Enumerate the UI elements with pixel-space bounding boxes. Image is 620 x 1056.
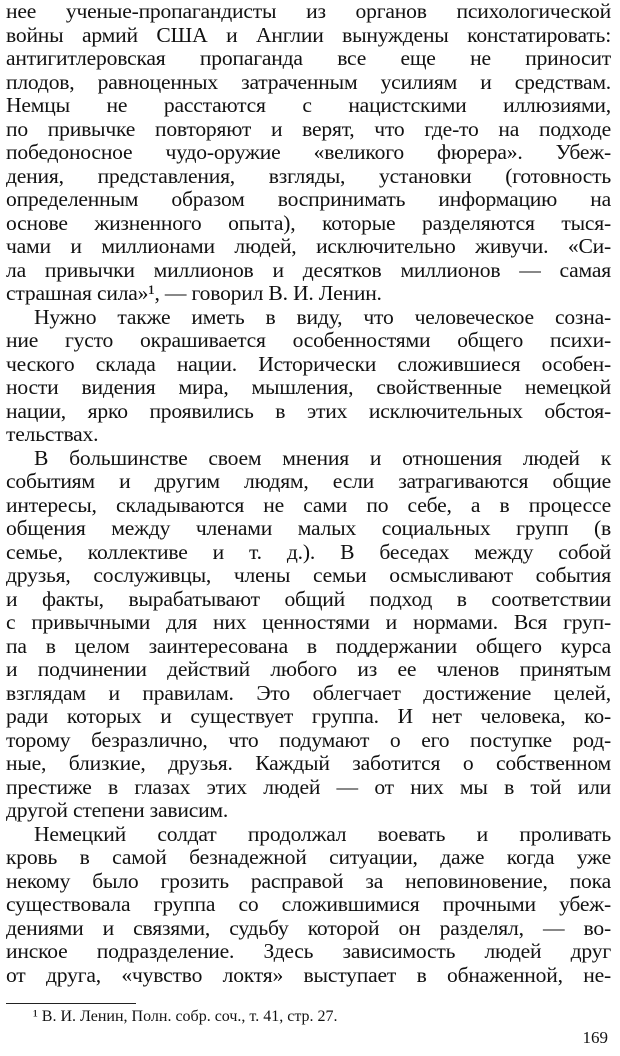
page-number: 169 (582, 1028, 608, 1047)
text-line: семье, коллективе и т. д.). В беседах между собой (6, 539, 611, 564)
text-line: победоносное чудо-оружие «великого фюрера». Убеж- (6, 140, 611, 164)
text-line: с привычными для них ценностями и нормами. Вся груп- (6, 610, 611, 634)
text-line: антигитлеровская пропаганда все еще не приносит (6, 46, 611, 70)
footnote: ¹ В. И. Ленин, Полн. собр. соч., т. 41, стр. 27. (33, 1008, 338, 1025)
text-line: па в целом заинтересована в поддержании общего курса (6, 633, 611, 658)
text-line: торому безразлично, что подумают о его поступке род- (6, 727, 611, 752)
text-line: чами и миллионами людей, исключительно живучи. «Си- (6, 234, 611, 258)
text-line: другой степени зависим. (6, 798, 229, 822)
text-line: ла привычки миллионов и десятков миллионов — самая (6, 257, 611, 282)
footnote-divider (6, 1003, 136, 1004)
text-line: друзья, сослуживцы, члены семьи осмысливают события (6, 563, 611, 587)
text-line: Нужно также иметь в виду, что человеческое созна- (34, 304, 611, 329)
text-line: по привычке повторяют и верят, что где-то на подходе (6, 116, 611, 141)
text-line: взглядам и правилам. Это облегчает достижение целей, (6, 680, 611, 705)
text-line: ности видения мира, мышления, свойственные немецкой (6, 375, 611, 399)
text-line: дения, представления, взгляды, установки (готовность (6, 163, 611, 188)
text-line: тельствах. (6, 422, 99, 446)
text-line: интересы, складываются не сами по себе, а в процессе (6, 492, 611, 517)
text-line: общения между членами малых социальных групп (в (6, 516, 611, 540)
text-line: дениями и связями, судьбу которой он разделял, — во- (6, 915, 611, 940)
text-line: определенным образом воспринимать информацию на (6, 187, 611, 211)
text-line: событиям и другим людям, если затрагиваются общие (6, 469, 611, 493)
text-line: инское подразделение. Здесь зависимость людей друг (6, 939, 611, 963)
text-line: и факты, вырабатывают общий подход в соответствии (6, 586, 611, 611)
text-line: существовала группа со сложившимися прочными убеж- (6, 892, 611, 916)
text-line: ческого склада нации. Исторически сложившиеся особен- (6, 351, 611, 376)
text-line: нации, ярко проявились в этих исключительных обстоя- (6, 398, 611, 423)
text-line: В большинстве своем мнения и отношения людей к (34, 445, 611, 470)
text-line: некому было грозить расправой за неповиновение, пока (6, 868, 611, 893)
text-line: страшная сила»¹, — говорил В. И. Ленин. (6, 281, 382, 305)
text-line: престиже в глазах этих людей — от них мы в той или (6, 774, 611, 799)
text-line: плодов, равноценных затраченным усилиям и средствам. (6, 69, 611, 94)
text-line: Немцы не расстаются с нацистскими иллюзиями, (6, 93, 611, 117)
body-text (6, 0, 611, 987)
text-line: и подчинении действий любого из ее членов принятым (6, 657, 611, 681)
text-line: Немецкий солдат продолжал воевать и проливать (34, 821, 611, 846)
text-line: кровь в самой безнадежной ситуации, даже когда уже (6, 845, 611, 869)
text-line: ные, близкие, друзья. Каждый заботится о собственном (6, 751, 611, 775)
text-line: нее ученые-пропагандисты из органов психологической (6, 0, 611, 23)
text-line: ние густо окрашивается особенностями общего психи- (6, 328, 611, 352)
text-line: основе жизненного опыта), которые разделяются тыся- (6, 210, 611, 235)
text-line: ради которых и существует группа. И нет человека, ко- (6, 704, 611, 728)
text-line: от друга, «чувство локтя» выступает в обнаженной, не- (6, 962, 611, 987)
text-line: войны армий США и Англии вынуждены констатировать: (6, 22, 611, 47)
